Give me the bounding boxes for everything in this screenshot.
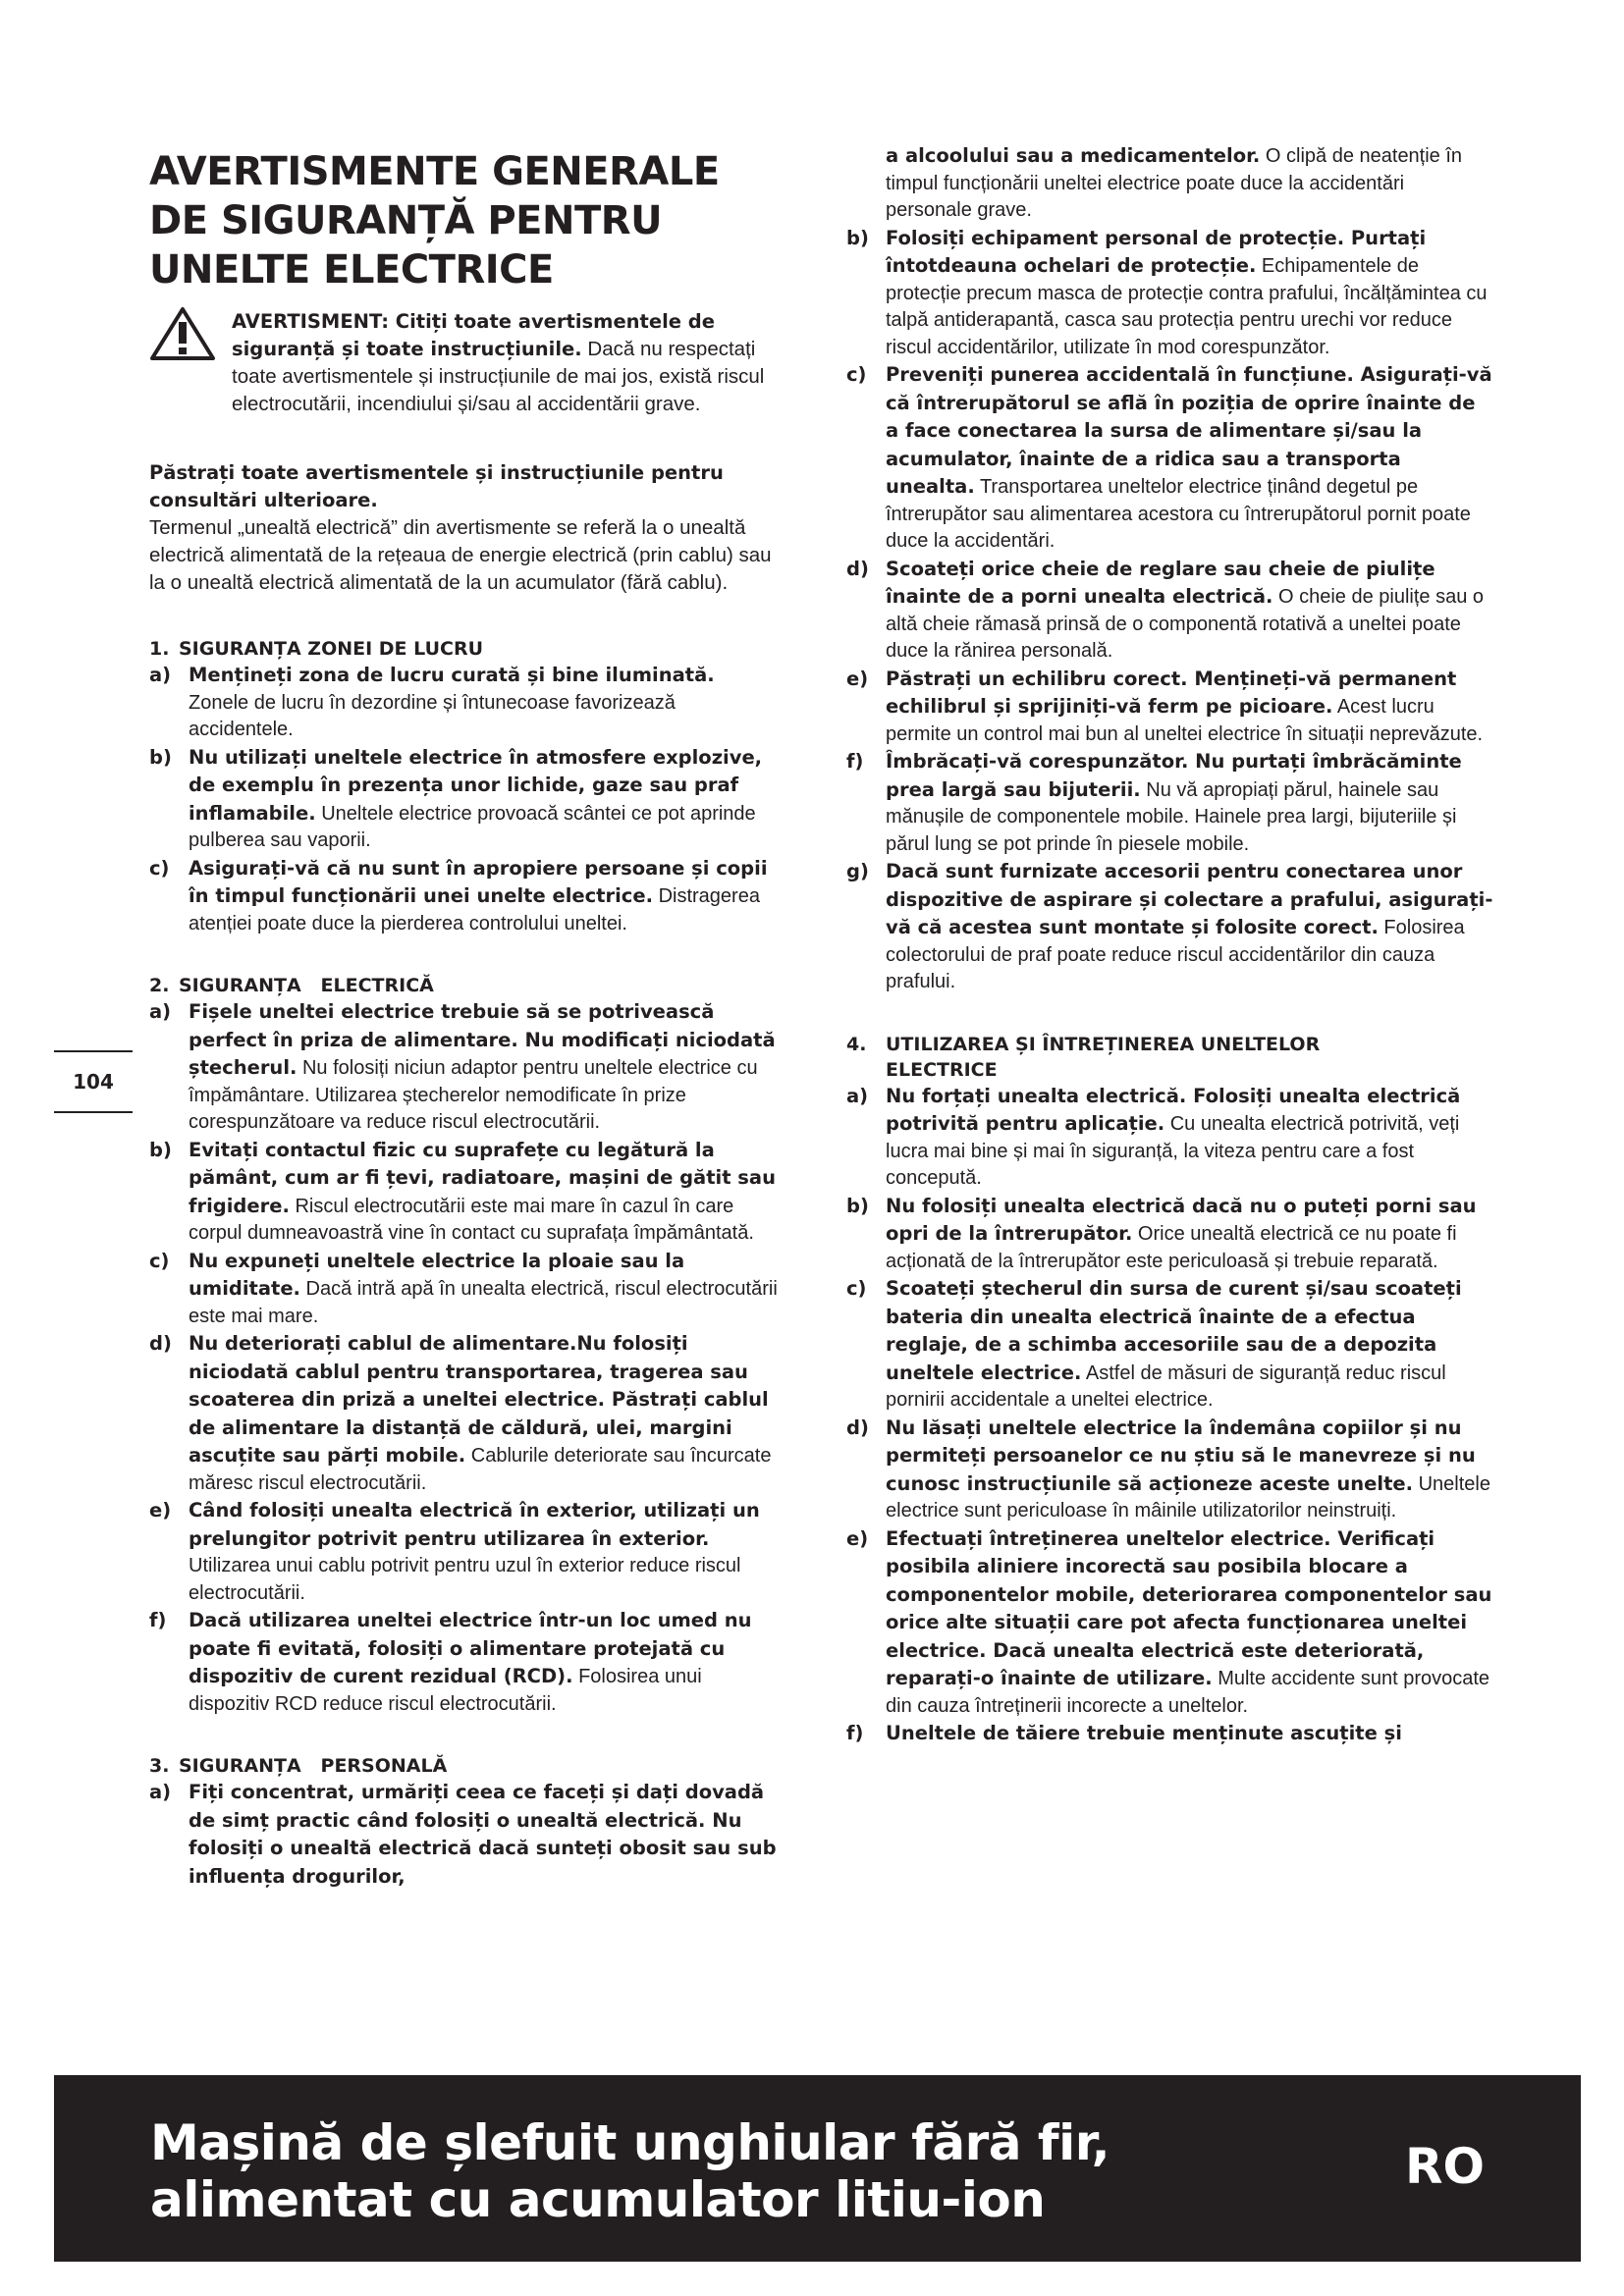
footer-banner	[54, 2075, 1581, 2262]
page-title: AVERTISMENTE GENERALE DE SIGURANȚĂ PENTRU UNELTE ELECTRICE	[149, 149, 720, 293]
product-title-line2: alimentat cu acumulator litiu-ion	[150, 2171, 1046, 2228]
warning-text	[149, 308, 778, 418]
sec3-item-d: d) Scoateți orice cheie de reglare sau cheie de piulițe înainte de a porni unealta electrică. O cheie de piulițe sau o altă cheie rămasă prinsă de o componentă rotativă a uneltei poate duce la rănirea personală.	[846, 557, 1485, 662]
keep-instructions	[149, 459, 778, 597]
warning-block	[149, 308, 778, 418]
warning-bold: AVERTISMENT: Citiți toate avertismentele de siguranță și toate instrucțiunile.	[232, 310, 715, 360]
sec4-item-a: a) Nu forțați unealta electrică. Folosiți unealta electrică potrivită pentru aplicație. Cu unealta electrică potrivită, veți lucra mai bine și mai în siguranță, la viteza pentru care a fost concepută.	[846, 1084, 1461, 1189]
sec4-item-e: e) Efectuați întreținerea uneltelor electrice. Verificați posibila aliniere incorectă sau posibila blocare a componentelor mobile, deteriorarea componentelor sau orice alte situații care pot afecta funcționarea uneltei electrice. Dacă unealta electrică este deteriorată, reparați-o înainte de utilizare. Multe accidente sunt provocate din cauza întreținerii incorecte a uneltelor.	[846, 1526, 1492, 1717]
page-number: 104	[54, 1050, 133, 1113]
sec2-item-c: c) Nu expuneți uneltele electrice la ploaie sau la umiditate. Dacă intră apă în unealta electrică, riscul electrocutării este mai mare.	[149, 1249, 778, 1327]
product-title	[150, 2114, 1110, 2228]
sec3-item-a-continued: a alcoolului sau a medicamentelor. O clipă de neatenție în timpul funcționării uneltei electrice poate duce la accidentări personale grave.	[886, 144, 1463, 221]
sec1-item-a: a) Mențineți zona de lucru curată și bine iluminată. Zonele de lucru în dezordine și întunecoase favorizează accidentele.	[149, 664, 715, 740]
keep-text: Termenul „unealtă electrică” din avertismente se referă la o unealtă electrică alimentată de la rețeaua de energie electrică (prin cablu) sau la o unealtă electrică alimentată de la un acumulator (fără cablu).	[149, 516, 772, 594]
sec4-item-b: b) Nu folosiți unealta electrică dacă nu o puteți porni sau opri de la întrerupător. Orice unealtă electrică ce nu poate fi acționată de la întrerupător este periculoasă și trebuie reparată.	[846, 1194, 1477, 1272]
sec4-item-f: f) Uneltele de tăiere trebuie menținute ascuțite și	[846, 1722, 1402, 1744]
sec3-item-e: e) Păstrați un echilibru corect. Mențineți-vă permanent echilibrul și sprijiniți-vă ferm pe picioare. Acest lucru permite un control mai bun al uneltei electrice în situații neprevăzute.	[846, 667, 1484, 745]
sec3-item-f: f) Îmbrăcați-vă corespunzător. Nu purtați îmbrăcăminte prea largă sau bijuterii. Nu vă apropiați părul, hainele sau mănușile de componentele mobile. Hainele prea largi, bijuteriile și părul lung se pot prinde în piesele mobile.	[846, 750, 1462, 855]
warning-body: Dacă nu respectați toate avertismentele și instrucțiunile de mai jos, există riscul electrocutării, incendiului și/sau al accidentării grave.	[232, 338, 765, 415]
sec3-item-b: b) Folosiți echipament personal de protecție. Purtați întotdeauna ochelari de protecție. Echipamentele de protecție precum masca de protecție contra prafului, încălțămintea cu talpă antiderapantă, casca sau protecția pentru urechi vor reduce riscul accidentărilor, utilizate în mod corespunzător.	[846, 226, 1488, 358]
section-3-heading: 3. SIGURANȚA PERSONALĂ	[149, 1755, 448, 1777]
sec2-item-e: e) Când folosiți unealta electrică în exterior, utilizați un prelungitor potrivit pentru utilizarea în exterior. Utilizarea unui cablu potrivit pentru uzul în exterior reduce riscul electrocutării.	[149, 1499, 760, 1604]
right-column	[846, 142, 1494, 1748]
sec1-item-c: c) Asigurați-vă că nu sunt în apropiere persoane și copii în timpul funcționării unei unelte electrice. Distragerea atenției poate duce la pierderea controlului uneltei.	[149, 856, 768, 934]
keep-bold: Păstrați toate avertismentele și instrucțiunile pentru consultări ulterioare.	[149, 461, 724, 511]
sec2-item-f: f) Dacă utilizarea uneltei electrice într-un loc umed nu poate fi evitată, folosiți o alimentare protejată cu dispozitiv de curent rezidual (RCD). Folosirea unui dispozitiv RCD reduce riscul electrocutării.	[149, 1609, 752, 1715]
sec1-item-b: b) Nu utilizați uneltele electrice în atmosfere explozive, de exemplu în prezența unor lichide, gaze sau praf inflamabile. Uneltele electrice provoacă scântei ce pot aprinde pulberea sau vaporii.	[149, 745, 763, 851]
warning-triangle-icon	[149, 306, 216, 361]
section-2-heading: 2. SIGURANȚA ELECTRICĂ	[149, 975, 434, 996]
language-code: RO	[1404, 2138, 1485, 2195]
sec2-item-d: d) Nu deteriorați cablul de alimentare.Nu folosiți niciodată cablul pentru transportarea, tragerea sau scoaterea din priză a uneltei electrice. Păstrați cablul de alimentare la distanță de căldură, ulei, margini ascuțite sau părți mobile. Cablurile deteriorate sau încurcate măresc riscul electrocutării.	[149, 1332, 772, 1494]
sec4-item-c: c) Scoateți ștecherul din sursa de curent și/sau scoateți bateria din unealta electrică înainte de a efectua reglaje, de a schimba accesoriile sau de a depozita uneltele electrice. Astfel de măsuri de siguranță reduc riscul pornirii accidentale a uneltei electrice.	[846, 1277, 1462, 1411]
section-4-heading: 4. UTILIZAREA ȘI ÎNTREȚINEREA UNELTELOR	[846, 1033, 1321, 1055]
sec3-item-g: g) Dacă sunt furnizate accesorii pentru conectarea unor dispozitive de aspirare și colectare a prafului, asigurați-vă că acestea sunt montate și folosite corect. Folosirea colectorului de praf poate reduce riscul accidentărilor din cauza prafului.	[846, 860, 1493, 992]
sec2-item-b: b) Evitați contactul fizic cu suprafețe cu legătură la pământ, cum ar fi țevi, radiatoare, mașini de gătit sau frigidere. Riscul electrocutării este mai mare în cazul în care corpul dumneavoastră vine în contact cu suprafața împământată.	[149, 1138, 776, 1244]
sec3-item-a: a) Fiți concentrat, urmăriți ceea ce faceți și dați dovadă de simț practic când folosiți o unealtă electrică. Nu folosiți o unealtă electrică dacă sunteți obosit sau sub influența drogurilor,	[149, 1781, 777, 1888]
sec2-item-a: a) Fișele uneltei electrice trebuie să se potrivească perfect în priza de alimentare. Nu modificați niciodată ștecherul. Nu folosiți niciun adaptor pentru uneltele electrice cu împământare. Utilizarea ștecherelor nemodificate în prize corespunzătoare va reduce riscul electrocutării.	[149, 1000, 776, 1133]
section-4-heading-line2: ELECTRICE	[886, 1058, 998, 1081]
sec3-item-c: c) Preveniți punerea accidentală în funcțiune. Asigurați-vă că întrerupătorul se află în poziția de oprire înainte de a face conectarea la sursa de alimentare și/sau la acumulator, înainte de a ridica sau a transporta unealta. Transportarea uneltelor electrice ținând degetul pe întrerupător sau alimentarea acestora cu întrerupătorul pornit poate duce la accidentări.	[846, 363, 1492, 552]
section-1-heading: 1. SIGURANȚA ZONEI DE LUCRU	[149, 638, 484, 660]
product-title-line1: Mașină de șlefuit unghiular fără fir,	[150, 2114, 1110, 2171]
sec4-item-d: d) Nu lăsați uneltele electrice la îndemâna copiilor și nu permiteți persoanelor ce nu știu să le manevreze și nu cunosc instrucțiunile să acționeze aceste unelte. Uneltele electrice sunt periculoase în mâinile utilizatorilor neinstruiți.	[846, 1415, 1490, 1522]
left-column	[149, 147, 778, 1891]
